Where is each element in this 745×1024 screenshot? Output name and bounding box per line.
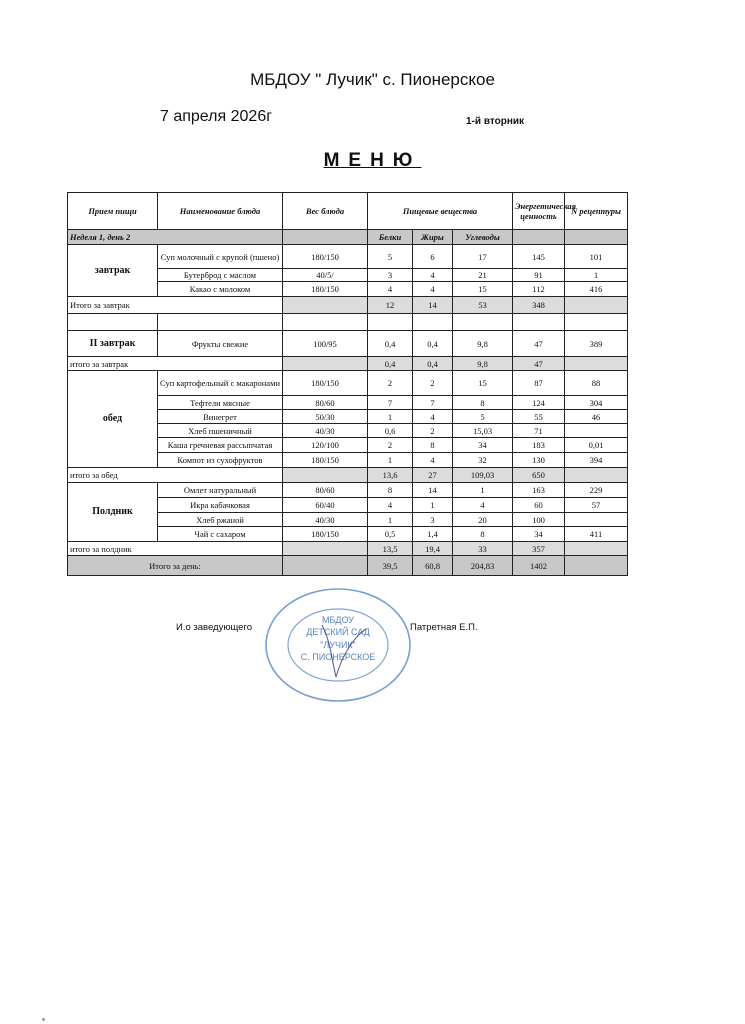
fat: 6: [413, 245, 453, 269]
recipe: [565, 513, 628, 527]
dish-name: Каша гречневая рассыпчатая: [158, 438, 283, 453]
carbs: 21: [453, 269, 513, 282]
energy: 130: [513, 453, 565, 468]
recipe: 389: [565, 331, 628, 357]
blank-cell: [565, 468, 628, 483]
blank-cell: [283, 542, 368, 556]
energy: 87: [513, 371, 565, 396]
energy: 91: [513, 269, 565, 282]
fat: 4: [413, 282, 453, 297]
protein: 3: [368, 269, 413, 282]
spacer-row: [68, 314, 628, 331]
col-weight: Вес блюда: [283, 193, 368, 230]
dish-name: Компот из сухофруктов: [158, 453, 283, 468]
recipe: 304: [565, 396, 628, 410]
protein: 1: [368, 410, 413, 424]
dish-weight: 100/95: [283, 331, 368, 357]
dish-weight: 40/30: [283, 513, 368, 527]
fat: 0,4: [413, 331, 453, 357]
day-total-row: [68, 556, 628, 576]
dish-name: Фрукты свежие: [158, 331, 283, 357]
dish-weight: 40/5/: [283, 269, 368, 282]
carbs: 5: [453, 410, 513, 424]
recipe: 101: [565, 245, 628, 269]
energy: 60: [513, 498, 565, 513]
dish-weight: 80/60: [283, 396, 368, 410]
protein: 1: [368, 453, 413, 468]
day-total-protein: 39,5: [368, 556, 413, 576]
recipe: 229: [565, 483, 628, 498]
table-row: [68, 331, 628, 357]
col-energy: Энергетическая ценность: [513, 193, 565, 230]
menu-table: [67, 192, 628, 576]
blank-cell: [283, 357, 368, 371]
meal-breakfast: завтрак: [68, 245, 158, 297]
protein: 4: [368, 498, 413, 513]
fat: 4: [413, 269, 453, 282]
energy: 55: [513, 410, 565, 424]
col-dish: Наименование блюда: [158, 193, 283, 230]
signer-name: Патретная Е.П.: [410, 622, 478, 633]
signer-title: И.о заведующего: [176, 622, 252, 633]
energy: 47: [513, 331, 565, 357]
scan-dot: [42, 1018, 45, 1021]
fat: 1: [413, 498, 453, 513]
protein: 2: [368, 438, 413, 453]
blank-cell: [565, 556, 628, 576]
total-energy: 47: [513, 357, 565, 371]
carbs: 15,03: [453, 424, 513, 438]
col-meal: Прием пищи: [68, 193, 158, 230]
blank-cell: [565, 297, 628, 314]
blank-cell: [565, 542, 628, 556]
total-carbs: 53: [453, 297, 513, 314]
carbs: 1: [453, 483, 513, 498]
fat: 2: [413, 371, 453, 396]
protein: 2: [368, 371, 413, 396]
dish-weight: 180/150: [283, 282, 368, 297]
dish-weight: 120/100: [283, 438, 368, 453]
dish-name: Чай с сахаром: [158, 527, 283, 542]
carbs: 8: [453, 527, 513, 542]
total-label: итого за обед: [68, 468, 283, 483]
dish-weight: 40/30: [283, 424, 368, 438]
menu-date: 7 апреля 2026г: [160, 108, 273, 125]
col-recipe: N рецептуры: [565, 193, 628, 230]
blank-cell: [283, 297, 368, 314]
total-energy: 348: [513, 297, 565, 314]
page-title: МЕНЮ: [323, 150, 422, 171]
carbs: 34: [453, 438, 513, 453]
sub-carbs: Углеводы: [453, 230, 513, 245]
total-label: итого за полдник: [68, 542, 283, 556]
stamp-line-1: МБДОУ: [321, 615, 355, 625]
meal-lunch: обед: [68, 371, 158, 468]
organization-title: МБДОУ " Лучик" с. Пионерское: [250, 70, 495, 89]
fat: 14: [413, 483, 453, 498]
fat: 2: [413, 424, 453, 438]
total-carbs: 9,8: [453, 357, 513, 371]
total-energy: 357: [513, 542, 565, 556]
fat: 1,4: [413, 527, 453, 542]
recipe: 394: [565, 453, 628, 468]
blank-cell: [565, 357, 628, 371]
week-label: 1-й вторник: [466, 116, 525, 127]
stamp-line-3: "ЛУЧИК": [320, 640, 356, 650]
dish-name: Какао с молоком: [158, 282, 283, 297]
total-row: [68, 357, 628, 371]
total-protein: 13,5: [368, 542, 413, 556]
energy: 71: [513, 424, 565, 438]
col-nutrients: Пищевые вещества: [368, 193, 513, 230]
day-row: [68, 230, 628, 245]
fat: 4: [413, 410, 453, 424]
dish-weight: 180/150: [283, 453, 368, 468]
carbs: 8: [453, 396, 513, 410]
blank-cell: [283, 468, 368, 483]
energy: 100: [513, 513, 565, 527]
blank-cell: [513, 230, 565, 245]
total-carbs: 109,03: [453, 468, 513, 483]
energy: 124: [513, 396, 565, 410]
meal-breakfast-2: II завтрак: [68, 331, 158, 357]
carbs: 20: [453, 513, 513, 527]
protein: 5: [368, 245, 413, 269]
fat: 7: [413, 396, 453, 410]
total-fat: 0,4: [413, 357, 453, 371]
official-stamp: [262, 585, 414, 705]
protein: 7: [368, 396, 413, 410]
recipe: 57: [565, 498, 628, 513]
protein: 0,4: [368, 331, 413, 357]
energy: 145: [513, 245, 565, 269]
table-row: [68, 483, 628, 498]
carbs: 4: [453, 498, 513, 513]
day-total-carbs: 204,83: [453, 556, 513, 576]
dish-weight: 50/30: [283, 410, 368, 424]
dish-weight: 80/60: [283, 483, 368, 498]
protein: 4: [368, 282, 413, 297]
total-row: [68, 542, 628, 556]
dish-name: Икра кабачковая: [158, 498, 283, 513]
total-protein: 12: [368, 297, 413, 314]
protein: 0,6: [368, 424, 413, 438]
blank-cell: [283, 556, 368, 576]
total-label: Итого за завтрак: [68, 297, 283, 314]
fat: 3: [413, 513, 453, 527]
protein: 0,5: [368, 527, 413, 542]
recipe: 411: [565, 527, 628, 542]
dish-weight: 180/150: [283, 245, 368, 269]
recipe: 1: [565, 269, 628, 282]
meal-snack: Полдник: [68, 483, 158, 542]
stamp-line-2: ДЕТСКИЙ САД: [306, 627, 370, 637]
stamp-line-4: С. ПИОНЕРСКОЕ: [300, 652, 376, 662]
total-protein: 0,4: [368, 357, 413, 371]
fat: 8: [413, 438, 453, 453]
dish-name: Суп молочный с крупой (пшено): [158, 245, 283, 269]
sub-protein: Белки: [368, 230, 413, 245]
total-label: итого за завтрак: [68, 357, 283, 371]
energy: 183: [513, 438, 565, 453]
total-fat: 14: [413, 297, 453, 314]
protein: 1: [368, 513, 413, 527]
dish-name: Хлеб пшеничный: [158, 424, 283, 438]
sub-fat: Жиры: [413, 230, 453, 245]
table-row: [68, 371, 628, 396]
total-row: [68, 468, 628, 483]
total-carbs: 33: [453, 542, 513, 556]
table-row: [68, 245, 628, 269]
total-row: [68, 297, 628, 314]
dish-weight: 180/150: [283, 371, 368, 396]
recipe: [565, 424, 628, 438]
dish-name: Омлет натуральный: [158, 483, 283, 498]
recipe: 416: [565, 282, 628, 297]
carbs: 17: [453, 245, 513, 269]
day-label: Неделя 1, день 2: [68, 230, 283, 245]
protein: 8: [368, 483, 413, 498]
header-row: [68, 193, 628, 230]
day-total-label: Итого за день:: [68, 556, 283, 576]
dish-name: Хлеб ржаной: [158, 513, 283, 527]
recipe: 46: [565, 410, 628, 424]
dish-name: Суп картофельный с макаронами: [158, 371, 283, 396]
carbs: 15: [453, 282, 513, 297]
total-fat: 19,4: [413, 542, 453, 556]
dish-name: Тефтели мясные: [158, 396, 283, 410]
recipe: 88: [565, 371, 628, 396]
carbs: 32: [453, 453, 513, 468]
total-energy: 650: [513, 468, 565, 483]
total-protein: 13,6: [368, 468, 413, 483]
energy: 112: [513, 282, 565, 297]
dish-weight: 180/150: [283, 527, 368, 542]
carbs: 15: [453, 371, 513, 396]
energy: 34: [513, 527, 565, 542]
carbs: 9,8: [453, 331, 513, 357]
blank-cell: [565, 230, 628, 245]
energy: 163: [513, 483, 565, 498]
blank-cell: [283, 230, 368, 245]
fat: 4: [413, 453, 453, 468]
dish-weight: 60/40: [283, 498, 368, 513]
total-fat: 27: [413, 468, 453, 483]
dish-name: Винегрет: [158, 410, 283, 424]
day-total-fat: 60,8: [413, 556, 453, 576]
day-total-energy: 1402: [513, 556, 565, 576]
recipe: 0,01: [565, 438, 628, 453]
dish-name: Бутерброд с маслом: [158, 269, 283, 282]
